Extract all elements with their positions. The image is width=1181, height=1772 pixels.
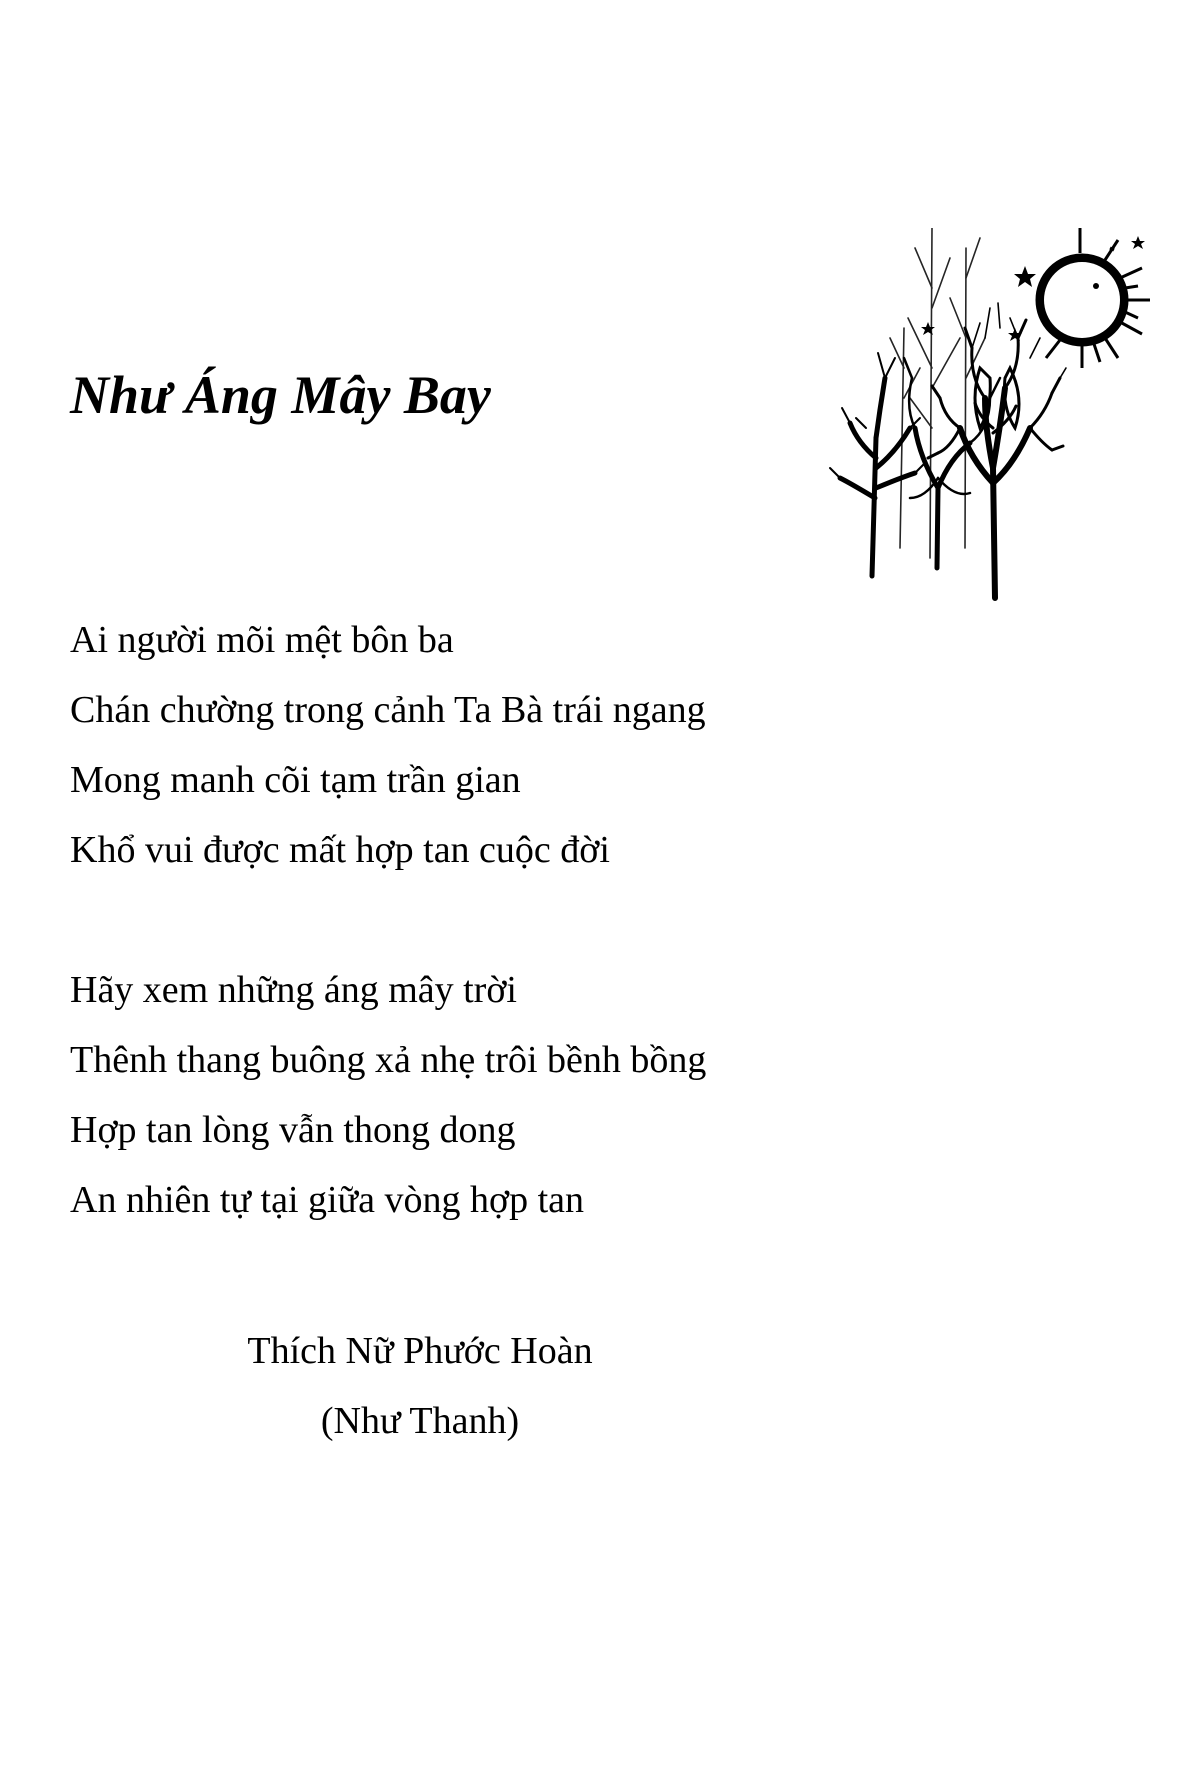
poem-line: Hợp tan lòng vẫn thong dong (70, 1109, 516, 1151)
poem-line: An nhiên tự tại giữa vòng hợp tan (70, 1179, 585, 1221)
poem-line: Thênh thang buông xả nhẹ trôi bềnh bồng (70, 1039, 707, 1081)
poem-line: Mong manh cõi tạm trần gian (70, 759, 521, 801)
poem-line: Khổ vui được mất hợp tan cuộc đời (70, 829, 610, 871)
poem-body (70, 605, 706, 1305)
poem-title: Như Áng Mây Bay (70, 365, 491, 425)
poem-line: Hãy xem những áng mây trời (70, 969, 517, 1011)
poem-line: Ai người mõi mệt bôn ba (70, 619, 454, 661)
stanza-2 (70, 955, 706, 1235)
author-alias: (Như Thanh) (320, 1400, 520, 1442)
author-signature (0, 1316, 840, 1456)
crescent-moon-sun-icon (1036, 228, 1150, 368)
poem-line: Chán chường trong cảnh Ta Bà trái ngang (70, 689, 706, 731)
author-name: Thích Nữ Phước Hoàn (247, 1330, 593, 1372)
trees-moon-illustration (820, 228, 1160, 688)
stanza-1 (70, 605, 706, 885)
